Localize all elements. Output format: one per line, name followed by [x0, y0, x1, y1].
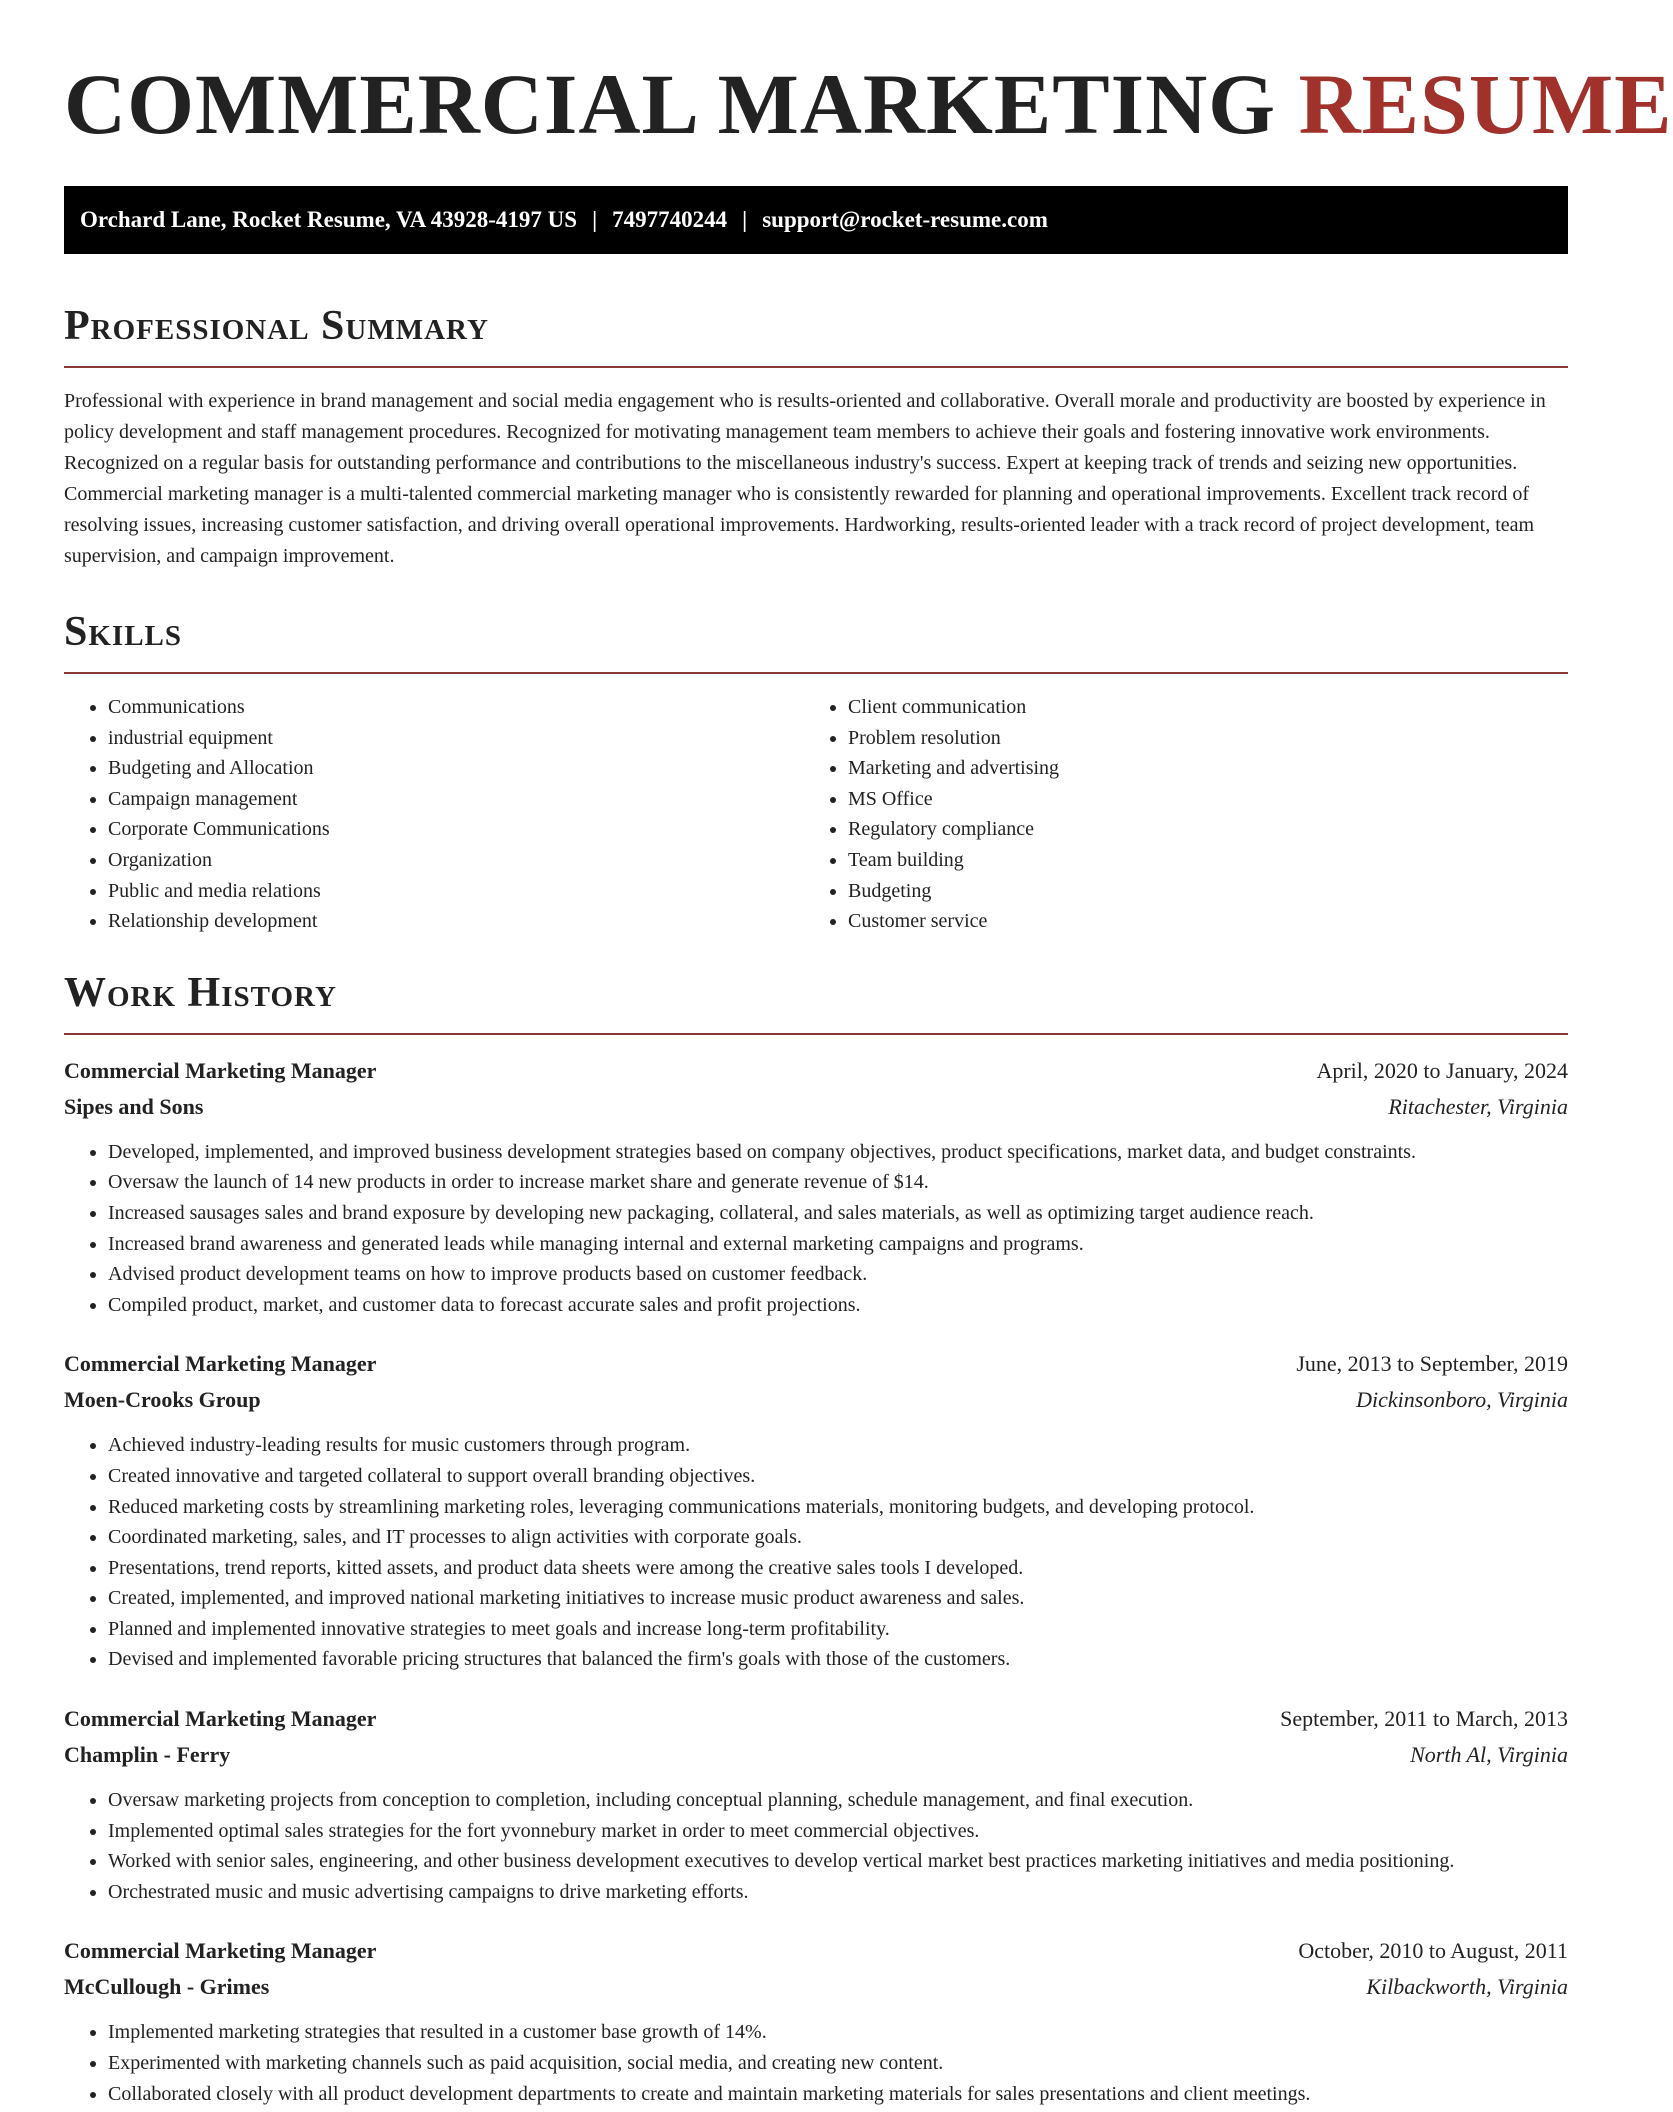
skill-item: • Corporate Communications: [108, 814, 804, 845]
job-bullet: • Oversaw marketing projects from conception to completion, including conceptual planning, schedule management, and final execution.: [108, 1785, 1568, 1816]
job-header-row: [64, 1346, 1568, 1382]
job-bullet: • Created innovative and targeted collateral to support overall branding objectives.: [108, 1461, 1568, 1492]
skills-section: [64, 608, 1568, 937]
skill-item: • Problem resolution: [848, 723, 1544, 754]
job-dates: October, 2010 to August, 2011: [1298, 1938, 1568, 1964]
work-history-section: [64, 969, 1568, 2109]
job-bullet: • Achieved industry-leading results for music customers through program.: [108, 1430, 1568, 1461]
job-entry: [64, 1053, 1568, 1321]
section-divider: [64, 366, 1568, 368]
skill-item: • Communications: [108, 692, 804, 723]
job-bullet: • Devised and implemented favorable pricing structures that balanced the firm's goals with those of the customers.: [108, 1644, 1568, 1675]
skill-item: • Campaign management: [108, 784, 804, 815]
job-bullets: [64, 2017, 1568, 2109]
job-bullet: • Advised product development teams on how to improve products based on customer feedback.: [108, 1259, 1568, 1290]
job-company: Sipes and Sons: [64, 1093, 204, 1119]
job-bullet: • Compiled product, market, and customer data to forecast accurate sales and profit projections.: [108, 1290, 1568, 1321]
job-bullet: • Worked with senior sales, engineering, and other business development executives to develop vertical market best practices marketing initiatives and media positioning.: [108, 1846, 1568, 1877]
contact-phone: 7497740244: [612, 207, 728, 232]
skill-item: • Customer service: [848, 906, 1544, 937]
section-heading: Work History: [64, 969, 337, 1016]
job-title: Commercial Marketing Manager: [64, 1057, 377, 1083]
contact-address: Orchard Lane, Rocket Resume, VA 43928-4197 US: [80, 207, 578, 232]
contact-bar: [64, 186, 1568, 254]
skill-item: • Public and media relations: [108, 876, 804, 907]
job-bullet: • Created, implemented, and improved national marketing initiatives to increase music product awareness and sales.: [108, 1583, 1568, 1614]
job-entry: [64, 1933, 1568, 2109]
skill-item: • Client communication: [848, 692, 1544, 723]
contact-separator: |: [592, 207, 598, 232]
job-bullet: • Collaborated closely with all product development departments to create and maintain marketing materials for sales presentations and client meetings.: [108, 2079, 1568, 2110]
job-company: Moen-Crooks Group: [64, 1387, 261, 1413]
job-company-row: [64, 1089, 1568, 1125]
job-bullet: • Planned and implemented innovative strategies to meet goals and increase long-term profitability.: [108, 1614, 1568, 1645]
skill-item: • Organization: [108, 845, 804, 876]
job-title: Commercial Marketing Manager: [64, 1706, 377, 1732]
job-bullet: • Reduced marketing costs by streamlining marketing roles, leveraging communications materials, monitoring budgets, and developing protocol.: [108, 1492, 1568, 1523]
job-entry: [64, 1701, 1568, 1907]
job-bullet: • Orchestrated music and music advertising campaigns to drive marketing efforts.: [108, 1877, 1568, 1908]
job-company: McCullough - Grimes: [64, 1974, 270, 2000]
contact-email: support@rocket-resume.com: [762, 207, 1048, 232]
contact-separator: |: [742, 207, 748, 232]
skill-item: • industrial equipment: [108, 723, 804, 754]
job-header-row: [64, 1053, 1568, 1089]
resume-page: [64, 0, 1673, 2109]
job-location: Kilbackworth, Virginia: [1366, 1974, 1568, 2000]
skill-item: • MS Office: [848, 784, 1544, 815]
job-company-row: [64, 1969, 1568, 2005]
job-bullet: • Oversaw the launch of 14 new products in order to increase market share and generate revenue of $14.: [108, 1167, 1568, 1198]
job-dates: June, 2013 to September, 2019: [1296, 1351, 1568, 1377]
section-divider: [64, 672, 1568, 674]
skill-item: • Marketing and advertising: [848, 753, 1544, 784]
professional-summary-section: [64, 302, 1568, 572]
job-bullet: • Implemented optimal sales strategies for the fort yvonnebury market in order to meet commercial objectives.: [108, 1816, 1568, 1847]
skills-list-right: [804, 692, 1544, 937]
skill-item: • Budgeting and Allocation: [108, 753, 804, 784]
job-title: Commercial Marketing Manager: [64, 1351, 377, 1377]
job-bullet: • Presentations, trend reports, kitted assets, and product data sheets were among the creative sales tools I developed.: [108, 1553, 1568, 1584]
job-dates: April, 2020 to January, 2024: [1316, 1057, 1568, 1083]
job-bullet: • Increased brand awareness and generated leads while managing internal and external marketing campaigns and programs.: [108, 1229, 1568, 1260]
job-company-row: [64, 1382, 1568, 1418]
skill-item: • Budgeting: [848, 876, 1544, 907]
resume-title: [64, 56, 1673, 152]
skill-item: • Team building: [848, 845, 1544, 876]
job-entry: [64, 1346, 1568, 1675]
job-bullet: • Experimented with marketing channels such as paid acquisition, social media, and creating new content.: [108, 2048, 1568, 2079]
section-divider: [64, 1033, 1568, 1035]
job-dates: September, 2011 to March, 2013: [1280, 1706, 1568, 1732]
skill-item: • Relationship development: [108, 906, 804, 937]
job-bullet: • Implemented marketing strategies that resulted in a customer base growth of 14%.: [108, 2017, 1568, 2048]
job-location: Dickinsonboro, Virginia: [1356, 1387, 1568, 1413]
job-bullet: • Developed, implemented, and improved business development strategies based on company objectives, product specifications, market data, and budget constraints.: [108, 1137, 1568, 1168]
title-main: COMMERCIAL MARKETING: [64, 56, 1277, 152]
job-title: Commercial Marketing Manager: [64, 1938, 377, 1964]
job-header-row: [64, 1933, 1568, 1969]
job-bullets: [64, 1430, 1568, 1675]
skills-list-left: [64, 692, 804, 937]
job-bullet: • Coordinated marketing, sales, and IT processes to align activities with corporate goals.: [108, 1522, 1568, 1553]
job-company: Champlin - Ferry: [64, 1742, 231, 1768]
job-bullets: [64, 1137, 1568, 1321]
job-header-row: [64, 1701, 1568, 1737]
section-heading: Professional Summary: [64, 303, 489, 349]
skill-item: • Regulatory compliance: [848, 814, 1544, 845]
job-bullet: • Increased sausages sales and brand exposure by developing new packaging, collateral, and sales materials, as well as optimizing target audience reach.: [108, 1198, 1568, 1229]
title-accent: RESUME: [1298, 56, 1673, 152]
skills-grid: [64, 692, 1568, 937]
job-location: Ritachester, Virginia: [1388, 1093, 1568, 1119]
job-company-row: [64, 1737, 1568, 1773]
job-location: North Al, Virginia: [1410, 1742, 1568, 1768]
section-heading: Skills: [64, 609, 183, 655]
summary-text: Professional with experience in brand management and social media engagement who is results-oriented and collaborative. Overall morale and productivity are boosted by experience in policy development and staff management procedures. Recognized for motivating management team members to achieve their goals and fostering innovative work environments. Recognized on a regular basis for outstanding performance and contributions to the miscellaneous industry's success. Expert at keeping track of trends and seizing new opportunities. Commercial marketing manager is a multi-talented commercial marketing manager who is consistently rewarded for planning and operational improvements. Excellent track record of resolving issues, increasing customer satisfaction, and driving overall operational improvements. Hardworking, results-oriented leader with a track record of project development, team supervision, and campaign improvement.: [64, 390, 1546, 567]
job-bullets: [64, 1785, 1568, 1907]
